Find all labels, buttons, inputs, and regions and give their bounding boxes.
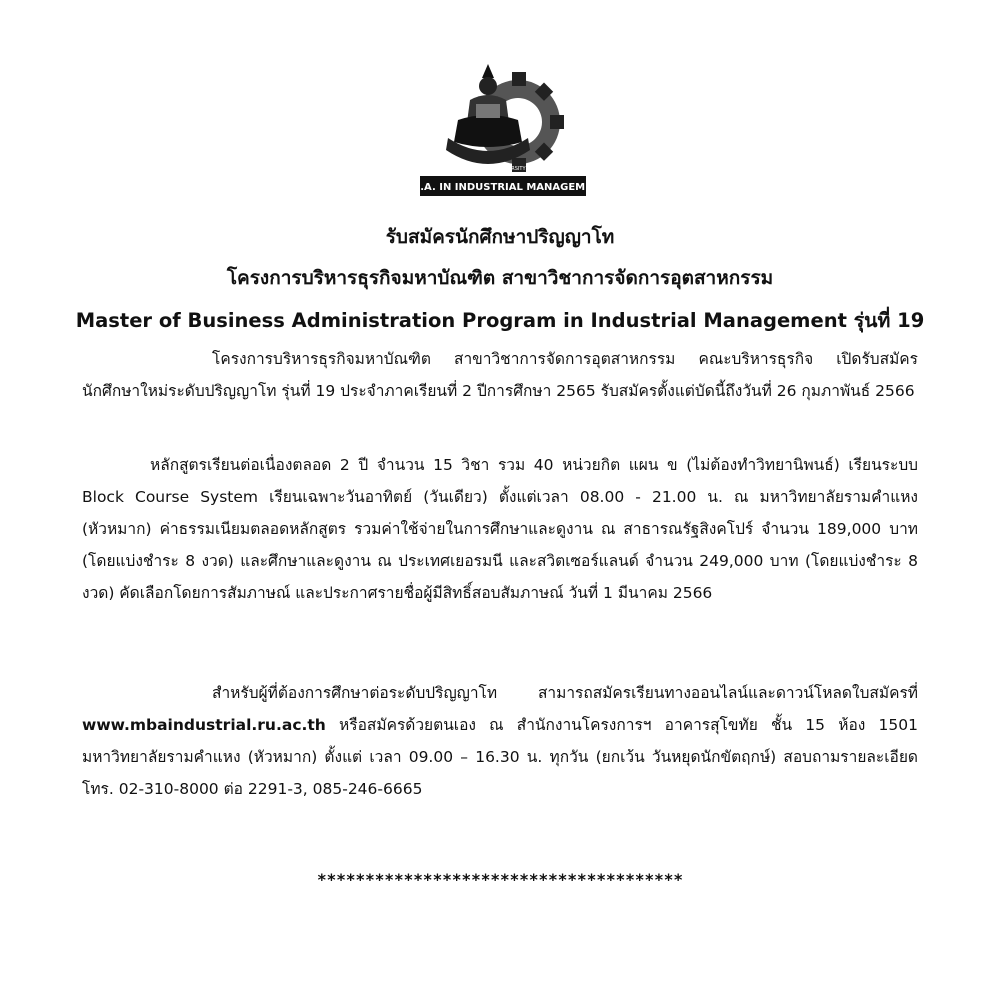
paragraph-enrollment-period (82, 343, 918, 407)
paragraph-1-text: โครงการบริหารธุรกิจมหาบัณฑิต สาขาวิชาการจัดการอุตสาหกรรม คณะบริหารธุรกิจ เปิดรับสมัครนักศึกษาใหม่ระดับปริญญาโท รุ่นที่ 19 ประจำภาคเรียนที่ 2 ปีการศึกษา 2565 รับสมัครตั้งแต่บัดนี้ถึงวันที่ 26 กุมภาพันธ์ 2566 (82, 350, 918, 400)
paragraph-3-text-after: หรือสมัครด้วยตนเอง ณ สำนักงานโครงการฯ อาคารสุโขทัย ชั้น 15 ห้อง 1501 มหาวิทยาลัยรามคำแหง (หัวหมาก) ตั้งแต่ เวลา 09.00 – 16.30 น. ทุกวัน (ยกเว้น วันหยุดนักขัตฤกษ์) สอบถามรายละเอียดโทร. 02-310-8000 ต่อ 2291-3, 085-246-6665 (82, 716, 918, 798)
announcement-title: รับสมัครนักศึกษาปริญญาโท (385, 226, 615, 248)
paragraph-3-text-before: สำหรับผู้ที่ต้องการศึกษาต่อระดับปริญญาโท สามารถสมัครเรียนทางออนไลน์และดาวน์โหลดใบสมัครที่ (212, 684, 918, 702)
application-website-link[interactable]: www.mbaindustrial.ru.ac.th (82, 716, 326, 734)
paragraph-2-text: หลักสูตรเรียนต่อเนื่องตลอด 2 ปี จำนวน 15 วิชา รวม 40 หน่วยกิต แผน ข (ไม่ต้องทำวิทยานิพนธ์) เรียนระบบ Block Course System เรียนเฉพาะวันอาทิตย์ (วันเดียว) ตั้งแต่เวลา 08.00 - 21.00 น. ณ มหาวิทยาลัยรามคำแหง (หัวหมาก) ค่าธรรมเนียมตลอดหลักสูตร รวมค่าใช้จ่ายในการศึกษาและดูงาน ณ สาธารณรัฐสิงคโปร์ จำนวน 189,000 บาท (โดยแบ่งชำระ 8 งวด) และศึกษาและดูงาน ณ ประเทศเยอรมนี และสวิตเซอร์แลนด์ จำนวน 249,000 บาท (โดยแบ่งชำระ 8 งวด) คัดเลือกโดยการสัมภาษณ์ และประกาศรายชื่อผู้มีสิทธิ์สอบสัมภาษณ์ วันที่ 1 มีนาคม 2566 (82, 456, 918, 602)
program-title-english: Master of Business Administration Program in Industrial Management รุ่นที่ 19 (75, 309, 925, 332)
paragraph-application-contact (82, 677, 918, 805)
paragraph-curriculum-fees (82, 449, 918, 609)
footer-separator: ************************************** (316, 870, 684, 889)
logo-banner-text: M.B.A. IN INDUSTRIAL MANAGEMENT (398, 182, 608, 193)
program-title-thai: โครงการบริหารธุรกิจมหาบัณฑิต สาขาวิชาการจัดการอุตสาหกรรม (226, 267, 774, 289)
program-logo (398, 60, 608, 198)
logo-seal-text: RAMKHAMHAENG UNIVERSITY (450, 166, 526, 172)
ramkhamhaeng-seal-gear-icon (398, 60, 608, 198)
